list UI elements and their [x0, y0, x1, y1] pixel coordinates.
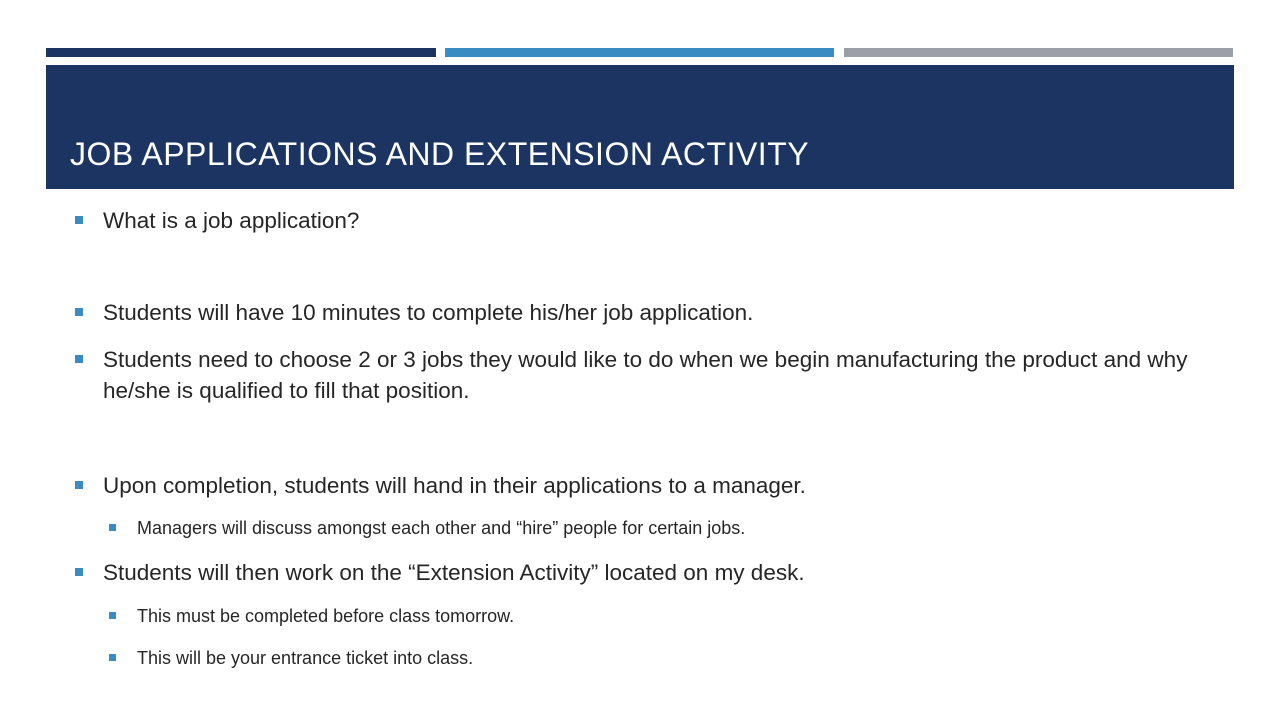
square-bullet-icon	[75, 568, 83, 576]
bullet-text: Managers will discuss amongst each other and “hire” people for certain jobs.	[137, 518, 746, 538]
square-bullet-icon	[75, 308, 83, 316]
title-banner	[46, 65, 1234, 189]
bullet-text: What is a job application?	[103, 208, 360, 233]
square-bullet-icon	[109, 524, 116, 531]
bullet-text: Upon completion, students will hand in their applications to a manager.	[103, 473, 806, 498]
bullet-extension-activity	[75, 557, 1220, 588]
bullet-text: This will be your entrance ticket into class.	[137, 648, 474, 668]
sub-bullet-entrance-ticket	[109, 645, 1219, 671]
square-bullet-icon	[75, 481, 83, 489]
bullet-ten-minutes	[75, 297, 1220, 328]
bullet-text: Students will then work on the “Extension Activity” located on my desk.	[103, 560, 805, 585]
sub-bullet-managers-hire	[109, 515, 1219, 541]
square-bullet-icon	[75, 216, 83, 224]
sub-bullet-complete-before-class	[109, 603, 1219, 629]
accent-bar-navy	[46, 48, 436, 57]
square-bullet-icon	[109, 654, 116, 661]
accent-bar-gray	[844, 48, 1233, 57]
bullet-text: Students need to choose 2 or 3 jobs they would like to do when we begin manufacturing the product and why he/she is qualified to fill that position.	[103, 347, 1188, 403]
bullet-hand-in-applications	[75, 470, 1220, 501]
accent-bar-blue	[445, 48, 834, 57]
bullet-text: This must be completed before class tomorrow.	[137, 606, 515, 626]
bullet-choose-jobs	[75, 344, 1220, 406]
bullet-job-application-question	[75, 205, 1220, 236]
bullet-text: Students will have 10 minutes to complete his/her job application.	[103, 300, 754, 325]
slide-title: JOB APPLICATIONS AND EXTENSION ACTIVITY	[70, 136, 810, 172]
square-bullet-icon	[109, 612, 116, 619]
square-bullet-icon	[75, 355, 83, 363]
